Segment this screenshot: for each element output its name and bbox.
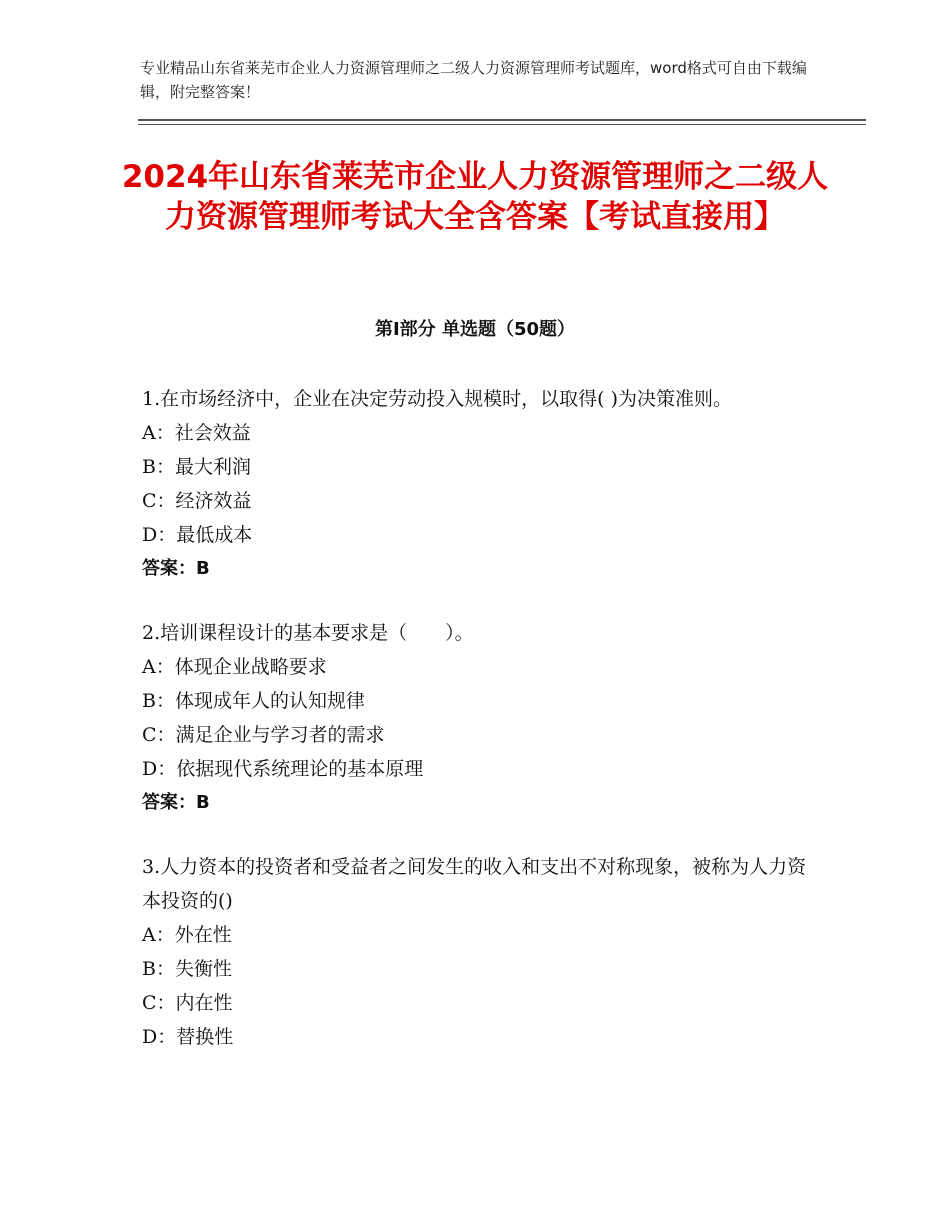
section-title: 第Ⅰ部分 单选题（50题） [374,319,575,340]
header-rule-thin [138,124,866,125]
option-b: B：最大利润 [142,456,251,478]
question-1 [142,382,812,586]
answer: 答案：B [142,558,210,579]
option-c: C：满足企业与学习者的需求 [142,724,385,746]
question-3 [142,850,812,1054]
question-2 [142,616,812,820]
option-d: D：替换性 [142,1026,234,1048]
question-stem: 3.人力资本的投资者和受益者之间发生的收入和支出不对称现象，被称为人力资本投资的() [142,856,807,912]
option-b: B：失衡性 [142,958,232,980]
option-a: A：体现企业战略要求 [142,656,327,678]
header-note: 专业精品山东省莱芜市企业人力资源管理师之二级人力资源管理师考试题库，word格式可自由下载编辑，附完整答案！ [140,59,807,101]
question-stem: 2.培训课程设计的基本要求是（ ）。 [142,622,474,644]
question-stem: 1.在市场经济中，企业在决定劳动投入规模时，以取得( )为决策准则。 [142,388,732,410]
option-c: C：经济效益 [142,490,252,512]
option-d: D：最低成本 [142,524,253,546]
option-a: A：社会效益 [142,422,251,444]
option-d: D：依据现代系统理论的基本原理 [142,758,424,780]
question-list [142,382,812,1084]
option-c: C：内在性 [142,992,233,1014]
document-title: 2024年山东省莱芜市企业人力资源管理师之二级人力资源管理师考试大全含答案【考试直接用】 [121,159,829,235]
header-rule-thick [138,119,866,121]
option-b: B：体现成年人的认知规律 [142,690,365,712]
option-a: A：外在性 [142,924,232,946]
answer: 答案：B [142,792,210,813]
